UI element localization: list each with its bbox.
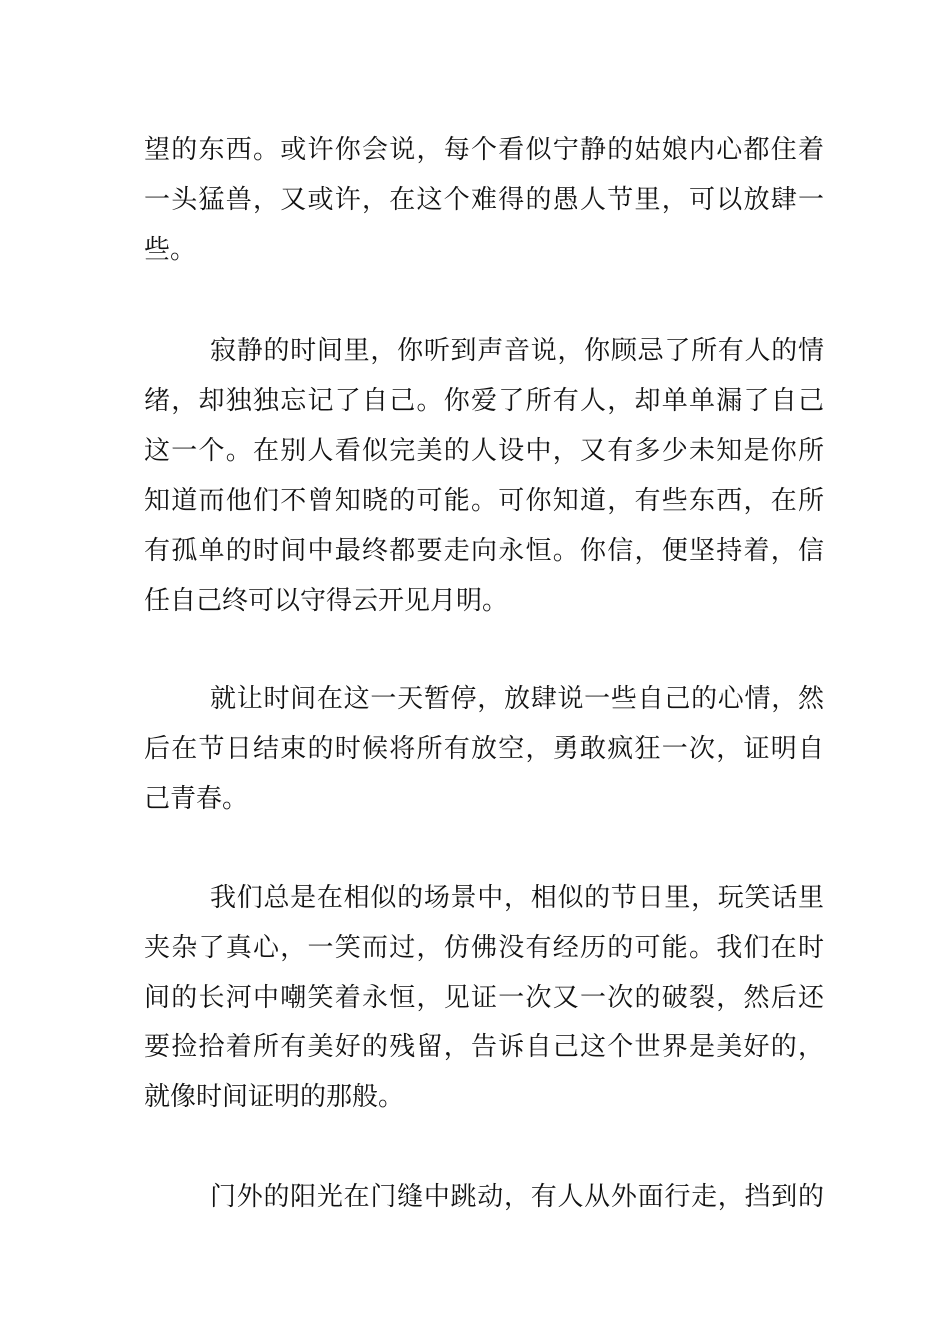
paragraph-2-line-1: 寂静的时间里，你听到声音说，你顾忌了所有人的情 <box>210 336 824 366</box>
paragraph-4-line-4: 要捡拾着所有美好的残留，告诉自己这个世界是美好的， <box>144 1032 824 1062</box>
paragraph-3-line-2: 后在节日结束的时候将所有放空，勇敢疯狂一次，证明自 <box>144 734 824 764</box>
paragraph-2-line-6: 任自己终可以守得云开见月明。 <box>144 586 509 616</box>
paragraph-2-line-3: 这一个。在别人看似完美的人设中，又有多少未知是你所 <box>144 436 824 466</box>
paragraph-5-line-1: 门外的阳光在门缝中跳动，有人从外面行走，挡到的 <box>210 1182 824 1212</box>
paragraph-4-line-5: 就像时间证明的那般。 <box>144 1082 405 1112</box>
paragraph-2-line-5: 有孤单的时间中最终都要走向永恒。你信，便坚持着，信 <box>144 536 824 566</box>
paragraph-3-line-1: 就让时间在这一天暂停，放肆说一些自己的心情，然 <box>210 684 824 714</box>
paragraph-1-line-2: 一头猛兽，又或许，在这个难得的愚人节里，可以放肆一 <box>144 185 824 215</box>
paragraph-2-line-4: 知道而他们不曾知晓的可能。可你知道，有些东西，在所 <box>144 486 824 516</box>
paragraph-4-line-3: 间的长河中嘲笑着永恒，见证一次又一次的破裂，然后还 <box>144 983 824 1013</box>
paragraph-1-line-3: 些。 <box>144 235 197 265</box>
paragraph-4-line-2: 夹杂了真心，一笑而过，仿佛没有经历的可能。我们在时 <box>144 933 824 963</box>
paragraph-4-line-1: 我们总是在相似的场景中，相似的节日里，玩笑话里 <box>210 883 824 913</box>
paragraph-1-line-1: 望的东西。或许你会说，每个看似宁静的姑娘内心都住着 <box>144 135 824 165</box>
paragraph-3-line-3: 己青春。 <box>144 784 249 814</box>
paragraph-2-line-2: 绪，却独独忘记了自己。你爱了所有人，却单单漏了自己 <box>144 386 824 416</box>
